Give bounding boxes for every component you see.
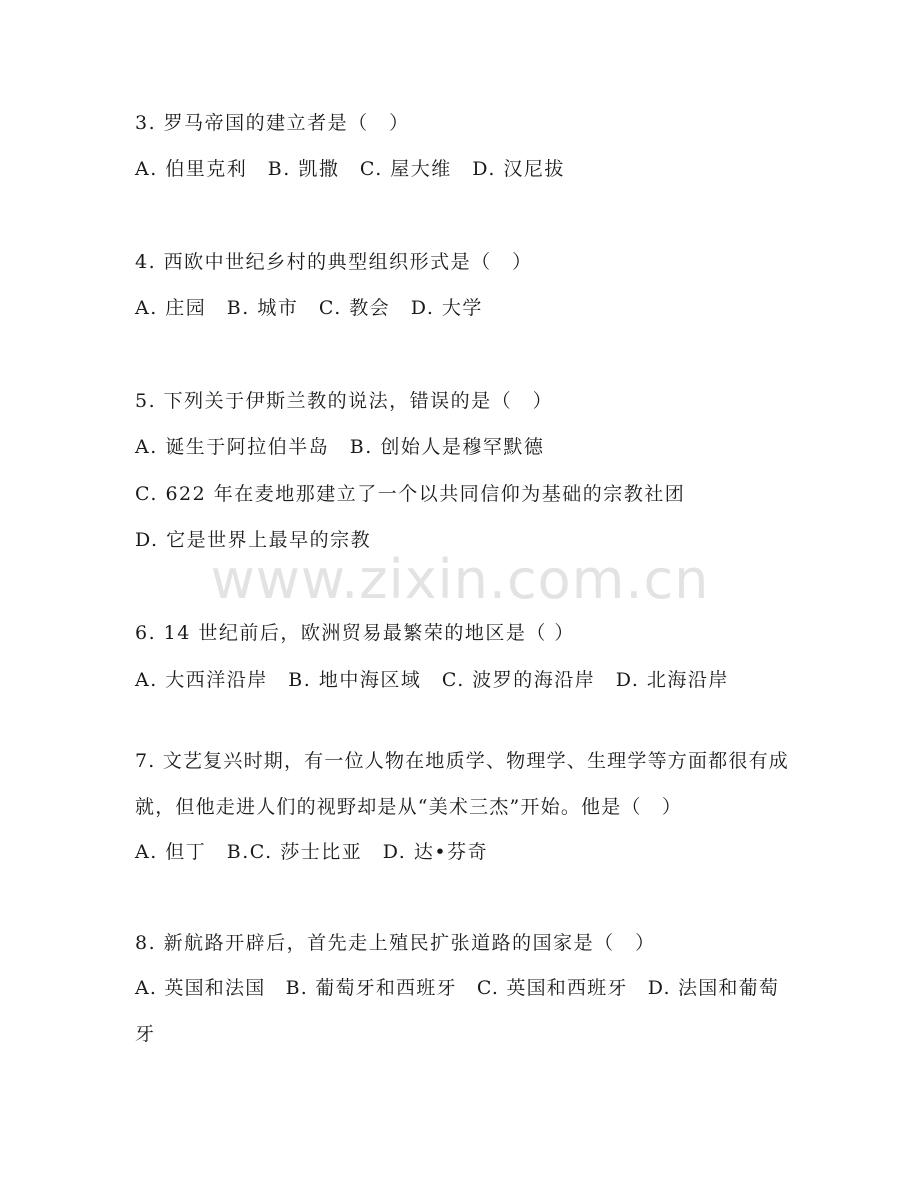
question-8-options: A. 英国和法国 B. 葡萄牙和西班牙 C. 英国和西班牙 D. 法国和葡萄牙 (135, 977, 780, 1045)
question-4-stem: 4. 西欧中世纪乡村的典型组织形式是（ ） (135, 251, 533, 273)
question-5-option-d: D. 它是世界上最早的宗教 (135, 529, 372, 551)
question-3-stem: 3. 罗马帝国的建立者是（ ） (135, 112, 410, 134)
question-4-options: A. 庄园 B. 城市 C. 教会 D. 大学 (135, 297, 483, 319)
question-3-options: A. 伯里克利 B. 凯撒 C. 屋大维 D. 汉尼拔 (135, 158, 565, 180)
question-6-options: A. 大西洋沿岸 B. 地中海区域 C. 波罗的海沿岸 D. 北海沿岸 (135, 669, 729, 691)
question-7-stem: 7. 文艺复兴时期，有一位人物在地质学、物理学、生理学等方面都很有成就，但他走进人们的视野却是从“美术三杰”开始。他是（ ） (135, 750, 789, 818)
question-5-option-c: C. 622 年在麦地那建立了一个以共同信仰为基础的宗教社团 (135, 483, 686, 505)
question-8-stem: 8. 新航路开辟后，首先走上殖民扩张道路的国家是（ ） (135, 932, 656, 954)
question-5-stem: 5. 下列关于伊斯兰教的说法，错误的是（ ） (135, 390, 554, 412)
question-6-stem: 6. 14 世纪前后，欧洲贸易最繁荣的地区是（ ） (135, 622, 575, 644)
question-7-options: A. 但丁 B.C. 莎士比亚 D. 达•芬奇 (135, 841, 489, 863)
question-5-option-a-b: A. 诞生于阿拉伯半岛 B. 创始人是穆罕默德 (135, 436, 545, 458)
watermark: www.zixin.com.cn (210, 548, 710, 611)
